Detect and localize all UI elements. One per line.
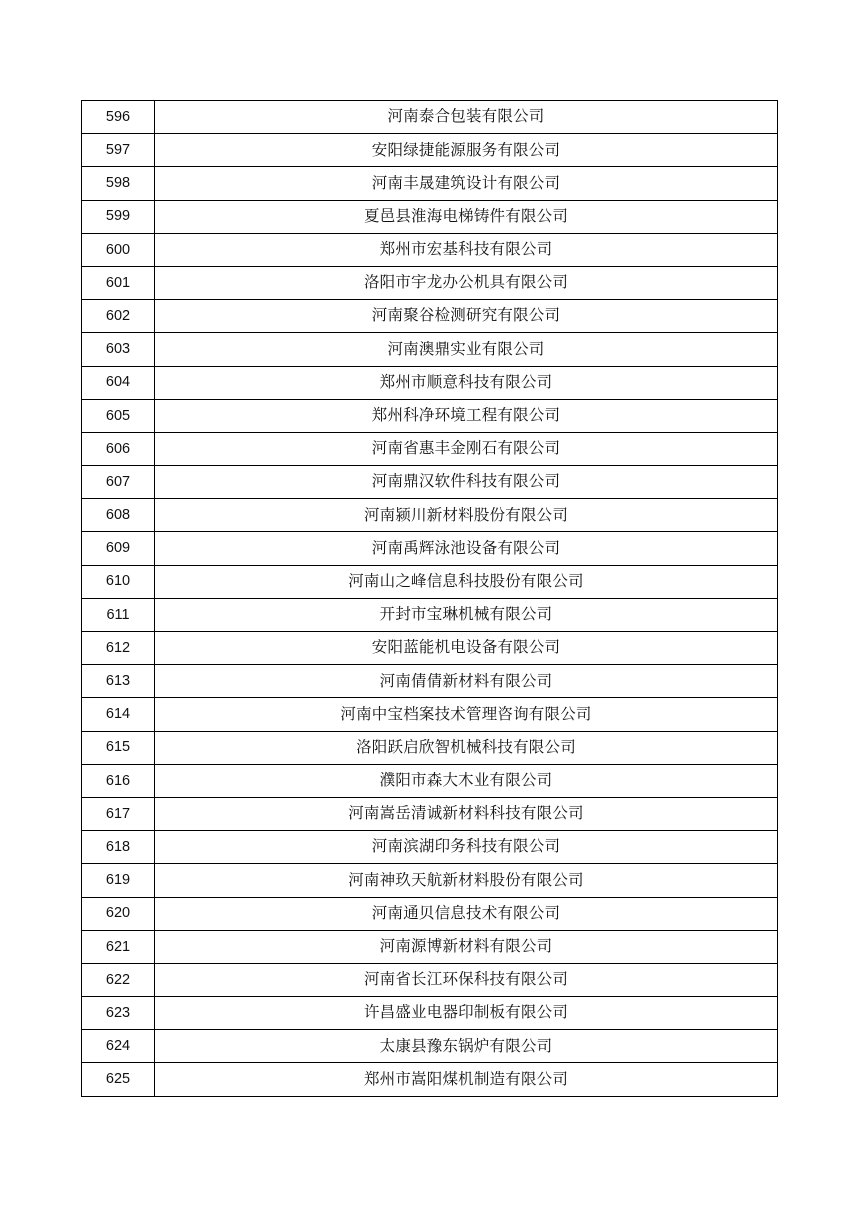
row-number-cell: 601: [82, 266, 155, 299]
company-list-table: [81, 100, 778, 1097]
table-row: [82, 930, 778, 963]
row-number-cell: 614: [82, 698, 155, 731]
table-row: [82, 731, 778, 764]
row-number-cell: 605: [82, 399, 155, 432]
table-row: [82, 963, 778, 996]
row-number-cell: 625: [82, 1063, 155, 1096]
company-name-cell: 河南滨湖印务科技有限公司: [155, 831, 778, 864]
table-row: [82, 233, 778, 266]
company-name-cell: 郑州市嵩阳煤机制造有限公司: [155, 1063, 778, 1096]
company-list-body: [82, 101, 778, 1097]
row-number-cell: 616: [82, 764, 155, 797]
company-name-cell: 郑州市宏基科技有限公司: [155, 233, 778, 266]
table-row: [82, 632, 778, 665]
row-number-cell: 613: [82, 665, 155, 698]
table-row: [82, 101, 778, 134]
table-row: [82, 1063, 778, 1096]
company-name-cell: 河南澳鼎实业有限公司: [155, 333, 778, 366]
table-row: [82, 300, 778, 333]
company-name-cell: 河南通贝信息技术有限公司: [155, 897, 778, 930]
row-number-cell: 615: [82, 731, 155, 764]
row-number-cell: 607: [82, 466, 155, 499]
company-name-cell: 濮阳市森大木业有限公司: [155, 764, 778, 797]
table-row: [82, 997, 778, 1030]
company-name-cell: 河南山之峰信息科技股份有限公司: [155, 565, 778, 598]
row-number-cell: 606: [82, 432, 155, 465]
company-name-cell: 夏邑县淮海电梯铸件有限公司: [155, 200, 778, 233]
company-name-cell: 河南禹辉泳池设备有限公司: [155, 532, 778, 565]
table-row: [82, 665, 778, 698]
company-name-cell: 河南泰合包装有限公司: [155, 101, 778, 134]
row-number-cell: 623: [82, 997, 155, 1030]
company-name-cell: 河南省长江环保科技有限公司: [155, 963, 778, 996]
table-row: [82, 831, 778, 864]
row-number-cell: 599: [82, 200, 155, 233]
company-name-cell: 安阳蓝能机电设备有限公司: [155, 632, 778, 665]
table-row: [82, 399, 778, 432]
company-name-cell: 开封市宝琳机械有限公司: [155, 598, 778, 631]
table-row: [82, 565, 778, 598]
row-number-cell: 610: [82, 565, 155, 598]
company-name-cell: 洛阳市宇龙办公机具有限公司: [155, 266, 778, 299]
table-row: [82, 266, 778, 299]
table-row: [82, 499, 778, 532]
company-name-cell: 河南颍川新材料股份有限公司: [155, 499, 778, 532]
company-name-cell: 河南倩倩新材料有限公司: [155, 665, 778, 698]
company-name-cell: 太康县豫东锅炉有限公司: [155, 1030, 778, 1063]
row-number-cell: 619: [82, 864, 155, 897]
table-row: [82, 864, 778, 897]
table-row: [82, 432, 778, 465]
company-name-cell: 河南源博新材料有限公司: [155, 930, 778, 963]
row-number-cell: 618: [82, 831, 155, 864]
row-number-cell: 604: [82, 366, 155, 399]
row-number-cell: 596: [82, 101, 155, 134]
table-row: [82, 333, 778, 366]
row-number-cell: 603: [82, 333, 155, 366]
row-number-cell: 600: [82, 233, 155, 266]
company-name-cell: 河南中宝档案技术管理咨询有限公司: [155, 698, 778, 731]
row-number-cell: 617: [82, 797, 155, 830]
table-row: [82, 698, 778, 731]
table-row: [82, 797, 778, 830]
table-row: [82, 532, 778, 565]
company-name-cell: 郑州市顺意科技有限公司: [155, 366, 778, 399]
table-row: [82, 897, 778, 930]
company-name-cell: 洛阳跃启欣智机械科技有限公司: [155, 731, 778, 764]
table-row: [82, 466, 778, 499]
company-name-cell: 安阳绿捷能源服务有限公司: [155, 134, 778, 167]
table-row: [82, 598, 778, 631]
row-number-cell: 611: [82, 598, 155, 631]
row-number-cell: 624: [82, 1030, 155, 1063]
company-name-cell: 河南省惠丰金刚石有限公司: [155, 432, 778, 465]
row-number-cell: 609: [82, 532, 155, 565]
table-row: [82, 200, 778, 233]
row-number-cell: 621: [82, 930, 155, 963]
row-number-cell: 620: [82, 897, 155, 930]
row-number-cell: 602: [82, 300, 155, 333]
table-row: [82, 134, 778, 167]
row-number-cell: 612: [82, 632, 155, 665]
company-name-cell: 河南鼎汉软件科技有限公司: [155, 466, 778, 499]
table-row: [82, 167, 778, 200]
company-name-cell: 郑州科净环境工程有限公司: [155, 399, 778, 432]
company-name-cell: 河南丰晟建筑设计有限公司: [155, 167, 778, 200]
row-number-cell: 598: [82, 167, 155, 200]
row-number-cell: 622: [82, 963, 155, 996]
company-name-cell: 河南聚谷检测研究有限公司: [155, 300, 778, 333]
row-number-cell: 608: [82, 499, 155, 532]
company-name-cell: 河南神玖天航新材料股份有限公司: [155, 864, 778, 897]
table-row: [82, 366, 778, 399]
row-number-cell: 597: [82, 134, 155, 167]
table-row: [82, 764, 778, 797]
company-name-cell: 河南嵩岳清诚新材料科技有限公司: [155, 797, 778, 830]
company-name-cell: 许昌盛业电器印制板有限公司: [155, 997, 778, 1030]
table-row: [82, 1030, 778, 1063]
